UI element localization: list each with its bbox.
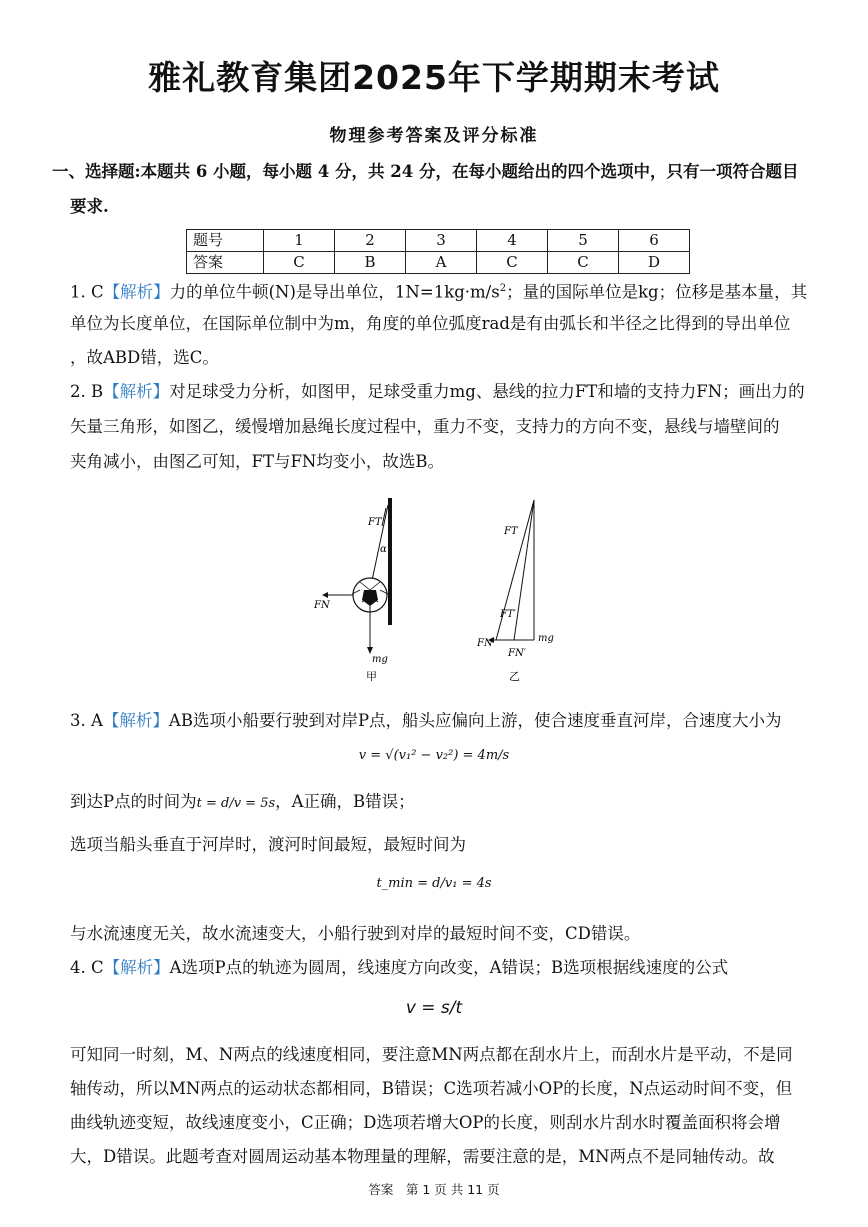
table-header-cell: 题号 [187, 230, 264, 252]
q4-line5: 大，D错误。此题考查对圆周运动基本物理量的理解，需要注意的是，MN两点不是同轴传动。故 [70, 1147, 775, 1166]
label-alpha: α [380, 544, 387, 555]
page-subtitle: 物理参考答案及评分标准 [329, 126, 539, 146]
q3-line4: 与水流速度无关，故水流速变大，小船行驶到对岸的最短时间不变，CD错误。 [70, 924, 641, 943]
q1-answer: 1. C [70, 282, 104, 302]
page-footer: 答案 第 1 页 共 11 页 [368, 1182, 500, 1197]
q3-line3: 选项当船头垂直于河岸时，渡河时间最短，最短时间为 [70, 835, 466, 854]
analysis-tag: 【解析】 [103, 282, 170, 302]
q4-formula: v = s/t [405, 998, 463, 1018]
table-cell: 6 [619, 230, 690, 252]
q4-line3: 轴传动，所以MN两点的运动状态都相同，B错误；C选项若减小OP的长度，N点运动时间不变，但 [70, 1079, 793, 1098]
q3-line1 [70, 709, 782, 733]
diagram-jia [313, 498, 390, 683]
table-cell: 2 [335, 230, 406, 252]
q4-line4: 曲线轨迹变短，故线速度变小，C正确；D选项若增大OP的长度，则刮水片刮水时覆盖面积将会增 [70, 1113, 781, 1132]
q2-line2: 矢量三角形，如图乙，缓慢增加悬绳长度过程中，重力不变，支持力的方向不变，悬线与墙壁间的 [70, 417, 780, 436]
q3-formula1: v = √(v₁² − v₂²) = 4m/s [358, 748, 510, 763]
label-mg: mg [372, 654, 388, 665]
table-cell: D [619, 252, 690, 274]
table-cell: C [264, 252, 335, 274]
q1-text: ；量的国际单位是kg；位移是基本量，其 [506, 282, 808, 302]
analysis-tag: 【解析】 [103, 382, 170, 401]
analysis-tag: 【解析】 [102, 711, 169, 730]
q3-formula2: t = d/v = 5s [196, 796, 276, 811]
q3-text: 到达P点的时间为 [70, 792, 197, 811]
q4-line2: 可知同一时刻，M、N两点的线速度相同，要注意MN两点都在刮水片上，而刮水片是平动，不是同 [70, 1045, 793, 1064]
caption-yi: 乙 [509, 670, 520, 683]
q1-text: 力的单位牛顿(N)是导出单位，1N=1kg·m/s [169, 282, 500, 302]
table-cell: A [406, 252, 477, 274]
label-mg: mg [538, 633, 554, 644]
table-header-cell: 答案 [187, 252, 264, 274]
q3-text: AB选项小船要行驶到对岸P点，船头应偏向上游，使合速度垂直河岸，合速度大小为 [168, 711, 782, 730]
table-cell: 3 [406, 230, 477, 252]
q3-answer: 3. A [70, 711, 103, 730]
page-title: 雅礼教育集团2025年下学期期末考试 [148, 58, 720, 97]
label-ft-prime: FT′ [500, 609, 516, 620]
q3-line2 [70, 790, 415, 816]
q1-line1 [70, 277, 807, 305]
diagram-yi [476, 500, 554, 683]
q3-formula3: t_min = d/v₁ = 4s [376, 876, 492, 891]
q2-line3: 夹角减小，由图乙可知，FT与FN均变小，故选B。 [70, 452, 444, 471]
q1-line2: 单位为长度单位，在国际单位制中为m，角度的单位弧度rad是有由弧长和半径之比得到的导出单位 [70, 314, 791, 333]
section-heading-line1: 一、选择题:本题共 6 小题，每小题 4 分，共 24 分，在每小题给出的四个选项中，只有一项符合题目 [52, 162, 799, 181]
table-cell: B [335, 252, 406, 274]
label-fn-prime: FN′ [508, 648, 526, 659]
ft-prime-vector [514, 500, 534, 640]
table-cell: 4 [477, 230, 548, 252]
caption-jia: 甲 [366, 670, 377, 683]
label-fn: FN [477, 638, 493, 649]
force-diagram-figure [300, 490, 570, 685]
q1-line3: ，故ABD错，选C。 [70, 348, 219, 367]
section-heading-line2: 要求. [70, 197, 109, 216]
q4-answer: 4. C [70, 958, 104, 977]
answer-table-row-numbers [187, 230, 690, 252]
answer-table [186, 229, 690, 274]
label-ft: FT [368, 517, 382, 528]
q3-text: ，A正确，B错误； [275, 792, 415, 811]
q4-text: A选项P点的轨迹为圆周，线速度方向改变，A错误；B选项根据线速度的公式 [169, 958, 729, 977]
label-fn: FN [314, 600, 330, 611]
analysis-tag: 【解析】 [103, 958, 170, 977]
table-cell: 5 [548, 230, 619, 252]
table-cell: C [477, 252, 548, 274]
q2-text: 对足球受力分析，如图甲，足球受重力mg、悬线的拉力FT和墙的支持力FN；画出力的 [169, 382, 805, 401]
q4-line1 [70, 956, 728, 980]
table-cell: C [548, 252, 619, 274]
q2-answer: 2. B [70, 382, 104, 401]
answer-table-row-answers [187, 252, 690, 274]
label-ft: FT [504, 526, 518, 537]
table-cell: 1 [264, 230, 335, 252]
superscript: 2 [499, 283, 507, 294]
q2-line1 [70, 380, 805, 404]
